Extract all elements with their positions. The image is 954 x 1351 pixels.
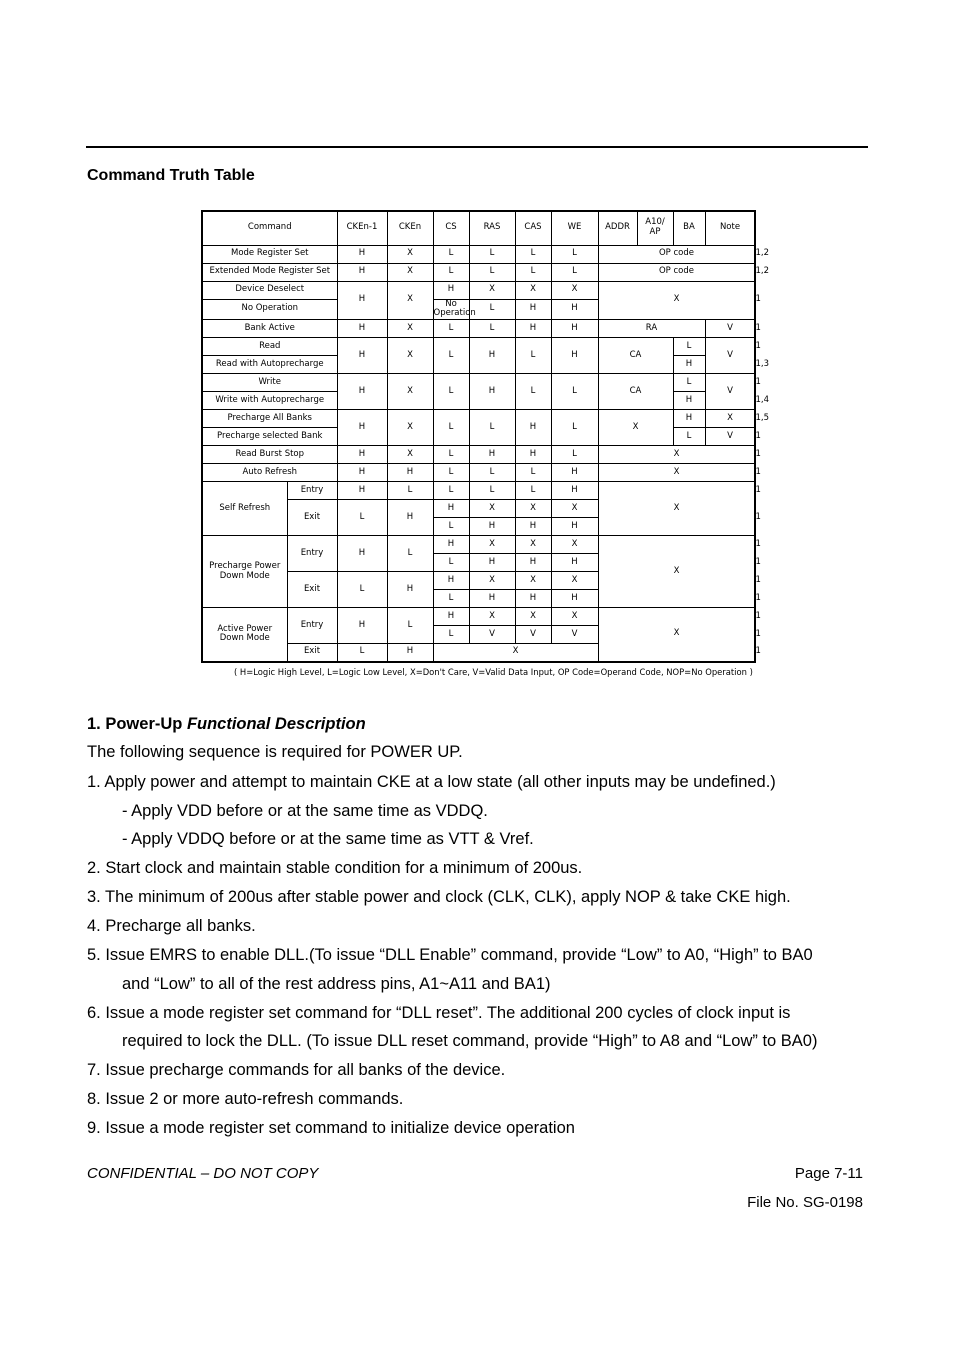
table-cell: L bbox=[433, 554, 469, 572]
table-cell: No Operation bbox=[202, 299, 337, 320]
table-cell: L bbox=[551, 374, 598, 410]
header-cell: CKEn bbox=[387, 211, 433, 245]
powerup-substep: - Apply VDDQ before or at the same time as VTT & Vref. bbox=[122, 830, 534, 848]
table-cell: Precharge selected Bank bbox=[202, 428, 337, 446]
table-cell: H bbox=[337, 482, 387, 500]
table-cell: H bbox=[469, 518, 515, 536]
powerup-step: 6. Issue a mode register set command for “DLL reset”. The additional 200 cycles of clock input is bbox=[87, 1004, 791, 1022]
table-row: Self Refresh Entry H L L L L H X 1 bbox=[202, 482, 755, 500]
powerup-step: 9. Issue a mode register set command to initialize device operation bbox=[87, 1119, 575, 1137]
table-cell: Auto Refresh bbox=[202, 464, 337, 482]
table-cell: L bbox=[469, 320, 515, 338]
table-cell: L bbox=[337, 644, 387, 662]
table-cell: H bbox=[433, 500, 469, 518]
table-cell: Read with Autoprecharge bbox=[202, 356, 337, 374]
table-cell: H bbox=[337, 536, 387, 572]
table-cell: Entry bbox=[287, 608, 337, 644]
table-cell: Self Refresh bbox=[202, 482, 287, 536]
table-row: Exit L H X 1 bbox=[202, 644, 755, 662]
table-cell: L bbox=[515, 374, 551, 410]
powerup-step: 8. Issue 2 or more auto-refresh commands. bbox=[87, 1090, 404, 1108]
table-cell: CA bbox=[598, 338, 673, 374]
table-cell: L bbox=[673, 374, 705, 392]
table-cell: Write bbox=[202, 374, 337, 392]
table-cell: X bbox=[387, 281, 433, 320]
table-cell: H bbox=[551, 482, 598, 500]
table-cell: RA bbox=[598, 320, 705, 338]
table-cell: L bbox=[433, 590, 469, 608]
table-cell: V bbox=[469, 626, 515, 644]
table-cell: X bbox=[469, 281, 515, 299]
table-cell: Read bbox=[202, 338, 337, 356]
table-cell: H bbox=[515, 410, 551, 446]
table-row: L H H H 1 bbox=[202, 590, 755, 608]
table-cell: L bbox=[551, 410, 598, 446]
table-cell: H bbox=[433, 536, 469, 554]
table-cell: H bbox=[337, 410, 387, 446]
table-cell: H bbox=[337, 281, 387, 320]
powerup-intro: The following sequence is required for POWER UP. bbox=[87, 743, 463, 761]
table-cell: Precharge Power Down Mode bbox=[202, 536, 287, 608]
table-cell: L bbox=[337, 572, 387, 608]
table-cell: H bbox=[337, 245, 387, 263]
table-cell: H bbox=[337, 608, 387, 644]
table-cell: X bbox=[515, 500, 551, 518]
table-cell: L bbox=[433, 374, 469, 410]
table-cell: X bbox=[515, 608, 551, 626]
table-cell: Exit bbox=[287, 644, 337, 662]
header-cell: ADDR bbox=[598, 211, 637, 245]
table-cell: H bbox=[469, 446, 515, 464]
table-cell: H bbox=[469, 374, 515, 410]
table-row: Precharge Power Down Mode Entry H L H X X X X 1 bbox=[202, 536, 755, 554]
header-cell: CS bbox=[433, 211, 469, 245]
table-cell: H bbox=[551, 320, 598, 338]
table-cell: H bbox=[673, 410, 705, 428]
table-row: Read H X L H L H CA L V 1 bbox=[202, 338, 755, 356]
table-cell: X bbox=[598, 482, 755, 536]
table-cell: X bbox=[469, 500, 515, 518]
powerup-step: 7. Issue precharge commands for all banks of the device. bbox=[87, 1061, 506, 1079]
table-cell: L bbox=[337, 500, 387, 536]
powerup-step: 5. Issue EMRS to enable DLL.(To issue “DLL Enable” command, provide “Low” to A0, “High” to BA0 bbox=[87, 946, 813, 964]
table-cell: X bbox=[598, 536, 755, 608]
powerup-heading bbox=[87, 715, 366, 734]
table-row: Exit L H H X X X 1 bbox=[202, 500, 755, 518]
header-cell: A10/ AP bbox=[637, 211, 673, 245]
powerup-step-cont: and “Low” to all of the rest address pins, A1~A11 and BA1) bbox=[122, 975, 551, 993]
powerup-heading-italic: Functional Description bbox=[186, 715, 366, 733]
table-cell: X bbox=[515, 281, 551, 299]
table-cell: L bbox=[551, 446, 598, 464]
table-cell: L bbox=[433, 245, 469, 263]
table-cell: Entry bbox=[287, 482, 337, 500]
table-row: Active Power Down Mode Entry H L H X X X X 1 bbox=[202, 608, 755, 626]
table-cell: V bbox=[705, 428, 755, 446]
header-cell: WE bbox=[551, 211, 598, 245]
command-truth-table bbox=[201, 210, 770, 663]
table-cell: V bbox=[705, 374, 755, 410]
table-cell: X bbox=[387, 410, 433, 446]
table-row: L V V V 1 bbox=[202, 626, 755, 644]
table-row: Extended Mode Register Set H X L L L L OP code 1,2 bbox=[202, 263, 755, 281]
table-cell: H bbox=[469, 554, 515, 572]
table-cell: L bbox=[551, 263, 598, 281]
table-cell: X bbox=[551, 572, 598, 590]
table-cell: X bbox=[469, 608, 515, 626]
table-cell: X bbox=[551, 500, 598, 518]
table-cell: L bbox=[433, 518, 469, 536]
table-header-row bbox=[202, 211, 755, 245]
table-cell: H bbox=[337, 464, 387, 482]
table-cell: L bbox=[433, 263, 469, 281]
table-row: Exit L H H X X X 1 bbox=[202, 572, 755, 590]
table-cell: L bbox=[469, 245, 515, 263]
table-cell: H bbox=[387, 644, 433, 662]
table-cell: L bbox=[433, 338, 469, 374]
table-cell: Extended Mode Register Set bbox=[202, 263, 337, 281]
header-rule bbox=[86, 146, 868, 148]
table-row: Read with Autoprecharge H 1,3 bbox=[202, 356, 755, 374]
table-cell: X bbox=[551, 281, 598, 299]
header-cell: BA bbox=[673, 211, 705, 245]
table-cell: H bbox=[433, 281, 469, 299]
table-cell: H bbox=[515, 320, 551, 338]
table-cell: Exit bbox=[287, 572, 337, 608]
table-row: Read Burst Stop H X L H H L X 1 bbox=[202, 446, 755, 464]
table-cell: X bbox=[387, 320, 433, 338]
table-cell: H bbox=[469, 338, 515, 374]
table-cell: H bbox=[551, 590, 598, 608]
section-title: Command Truth Table bbox=[87, 167, 255, 184]
table-cell: L bbox=[433, 410, 469, 446]
table-cell: H bbox=[515, 518, 551, 536]
table-cell: H bbox=[337, 263, 387, 281]
table-cell: X bbox=[598, 464, 755, 482]
table-cell: X bbox=[551, 608, 598, 626]
table-cell: X bbox=[598, 410, 673, 446]
table-cell: X bbox=[598, 446, 755, 464]
table-cell: L bbox=[673, 338, 705, 356]
table-cell: H bbox=[515, 299, 551, 320]
table-cell: L bbox=[387, 608, 433, 644]
table-cell: H bbox=[469, 590, 515, 608]
table-cell: L bbox=[673, 428, 705, 446]
powerup-substep: - Apply VDD before or at the same time as VDDQ. bbox=[122, 802, 488, 820]
table-cell: X bbox=[551, 536, 598, 554]
table-cell: V bbox=[515, 626, 551, 644]
table-cell: L bbox=[433, 482, 469, 500]
table-cell: H bbox=[551, 299, 598, 320]
table-cell: X bbox=[598, 608, 755, 662]
table-cell: Exit bbox=[287, 500, 337, 536]
table-cell: X bbox=[469, 536, 515, 554]
powerup-step: 3. The minimum of 200us after stable power and clock (CLK, CLK), apply NOP & take CKE high. bbox=[87, 888, 791, 906]
header-cell: Note bbox=[705, 211, 755, 245]
table-cell: L bbox=[469, 464, 515, 482]
table-cell: H bbox=[515, 554, 551, 572]
table-cell: H bbox=[337, 446, 387, 464]
table-row: Bank Active H X L L H H RA V 1 bbox=[202, 320, 755, 338]
table-row: Write with Autoprecharge H 1,4 bbox=[202, 392, 755, 410]
table-cell: Active Power Down Mode bbox=[202, 608, 287, 662]
table-cell: OP code bbox=[598, 245, 755, 263]
table-cell: H bbox=[387, 500, 433, 536]
table-cell: Entry bbox=[287, 536, 337, 572]
table-cell: Precharge All Banks bbox=[202, 410, 337, 428]
table-cell: Bank Active bbox=[202, 320, 337, 338]
table-cell: Read Burst Stop bbox=[202, 446, 337, 464]
table-row: L H H H 1 bbox=[202, 554, 755, 572]
table-cell: L bbox=[469, 482, 515, 500]
table-cell: H bbox=[551, 464, 598, 482]
table-cell: X bbox=[515, 572, 551, 590]
table-cell: X bbox=[387, 374, 433, 410]
table-cell: X bbox=[433, 644, 598, 662]
table-cell: V bbox=[705, 338, 755, 374]
table-cell: L bbox=[515, 338, 551, 374]
table-cell: H bbox=[337, 338, 387, 374]
table-cell: L bbox=[387, 482, 433, 500]
table-cell: L bbox=[433, 626, 469, 644]
table-cell: X bbox=[387, 446, 433, 464]
table-cell: H bbox=[551, 518, 598, 536]
table-cell: H bbox=[515, 590, 551, 608]
table-cell: L bbox=[515, 263, 551, 281]
table-cell: H bbox=[673, 356, 705, 374]
header-cell: RAS bbox=[469, 211, 515, 245]
table-cell: H bbox=[433, 572, 469, 590]
powerup-step: 1. Apply power and attempt to maintain CKE at a low state (all other inputs may be undefined.) bbox=[87, 773, 776, 791]
table-cell: L bbox=[469, 410, 515, 446]
table-cell: X bbox=[515, 536, 551, 554]
powerup-heading-number: 1. Power-Up bbox=[87, 715, 187, 733]
table-row: Precharge All Banks H X L L H L X H X 1,5 bbox=[202, 410, 755, 428]
table-cell: H bbox=[387, 572, 433, 608]
table-cell: L bbox=[469, 299, 515, 320]
header-cell: Command bbox=[202, 211, 337, 245]
table-cell: H bbox=[551, 338, 598, 374]
footer-file-number: File No. SG-0198 bbox=[747, 1194, 863, 1211]
table-cell: X bbox=[387, 245, 433, 263]
powerup-step: 2. Start clock and maintain stable condition for a minimum of 200us. bbox=[87, 859, 583, 877]
table-cell: X bbox=[705, 410, 755, 428]
table-row: Device Deselect H X H X X X X 1 bbox=[202, 281, 755, 299]
table-cell: L bbox=[551, 245, 598, 263]
footer-page-number: Page 7-11 bbox=[794, 1165, 863, 1182]
table-cell: V bbox=[551, 626, 598, 644]
footer-confidential: CONFIDENTIAL – DO NOT COPY bbox=[87, 1165, 319, 1182]
table-cell: H bbox=[551, 554, 598, 572]
table-row: Mode Register Set H X L L L L OP code 1,2 bbox=[202, 245, 755, 263]
table-cell: L bbox=[433, 320, 469, 338]
table-row: Write H X L H L L CA L V 1 bbox=[202, 374, 755, 392]
header-cell: CAS bbox=[515, 211, 551, 245]
table-row: Auto Refresh H H L L L H X 1 bbox=[202, 464, 755, 482]
table-cell: H bbox=[433, 608, 469, 626]
table-cell: X bbox=[387, 263, 433, 281]
table-cell: H bbox=[337, 320, 387, 338]
table-cell: Device Deselect bbox=[202, 281, 337, 299]
table-cell: H bbox=[515, 446, 551, 464]
table-cell: Mode Register Set bbox=[202, 245, 337, 263]
powerup-step: 4. Precharge all banks. bbox=[87, 917, 256, 935]
table-cell: H bbox=[673, 392, 705, 410]
table-cell: X bbox=[387, 338, 433, 374]
table-cell: L bbox=[469, 263, 515, 281]
table-cell: OP code bbox=[598, 263, 755, 281]
powerup-step-cont: required to lock the DLL. (To issue DLL reset command, provide “High” to A8 and “Low” to BA0) bbox=[122, 1032, 818, 1050]
table-cell: No Operation bbox=[433, 298, 476, 319]
table-cell: L bbox=[433, 464, 469, 482]
table-cell: L bbox=[515, 464, 551, 482]
table-cell: V bbox=[705, 320, 755, 338]
table-cell: L bbox=[387, 536, 433, 572]
table-cell: H bbox=[387, 464, 433, 482]
table-row: Precharge selected Bank L V 1 bbox=[202, 428, 755, 446]
table-cell: L bbox=[515, 482, 551, 500]
table-cell: Write with Autoprecharge bbox=[202, 392, 337, 410]
table-cell: H bbox=[337, 374, 387, 410]
table-cell: X bbox=[598, 281, 755, 320]
table-cell: L bbox=[433, 446, 469, 464]
table-cell: X bbox=[469, 572, 515, 590]
table-cell: CA bbox=[598, 374, 673, 410]
table-legend: ( H=Logic High Level, L=Logic Low Level, X=Don't Care, V=Valid Data Input, OP Code=Operand Code, NOP=No Operation ) bbox=[234, 667, 753, 677]
header-cell: CKEn-1 bbox=[337, 211, 387, 245]
table-cell: L bbox=[515, 245, 551, 263]
